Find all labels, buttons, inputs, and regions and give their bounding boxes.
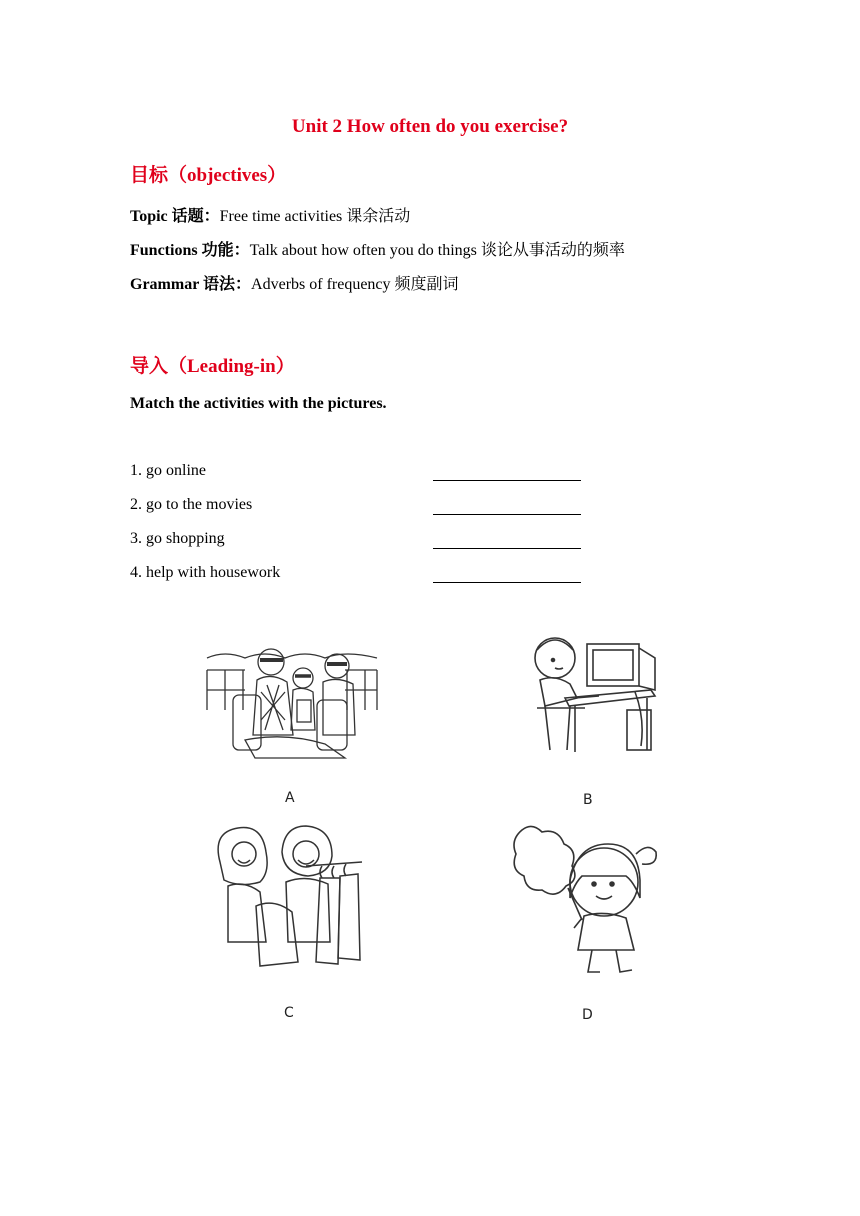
picture-label-b: B [583, 792, 593, 808]
functions-text: Talk about how often you do things 谈论从事活动的频率 [249, 242, 625, 259]
objectives-heading: 目标（objectives） [130, 165, 287, 186]
answer-blank[interactable] [433, 582, 581, 583]
functions-label: Functions 功能： [130, 242, 250, 259]
picture-label-c: C [284, 1005, 294, 1021]
movie-theater-illustration [205, 640, 380, 765]
topic-label: Topic 话题： [130, 208, 220, 225]
shopping-illustration [210, 822, 365, 970]
functions-line [130, 237, 625, 260]
activity-item: 1. go online [130, 462, 206, 479]
activity-item: 2. go to the movies [130, 496, 253, 513]
computer-user-illustration [515, 628, 660, 758]
leading-in-heading: 导入（Leading-in） [130, 356, 295, 377]
answer-blank[interactable] [433, 514, 581, 515]
grammar-label: Grammar 语法： [130, 276, 252, 293]
grammar-text: Adverbs of frequency 频度副词 [251, 276, 459, 293]
activity-item: 4. help with housework [130, 564, 281, 581]
grammar-line [130, 271, 459, 294]
topic-line [130, 203, 410, 226]
topic-text: Free time activities 课余活动 [219, 208, 411, 225]
page-title: Unit 2 How often do you exercise? [291, 116, 569, 137]
picture-label-a: A [285, 790, 295, 806]
answer-blank[interactable] [433, 548, 581, 549]
instruction: Match the activities with the pictures. [130, 395, 387, 412]
answer-blank[interactable] [433, 480, 581, 481]
picture-label-d: D [582, 1007, 593, 1023]
activity-item: 3. go shopping [130, 530, 225, 547]
housework-illustration [508, 820, 668, 980]
